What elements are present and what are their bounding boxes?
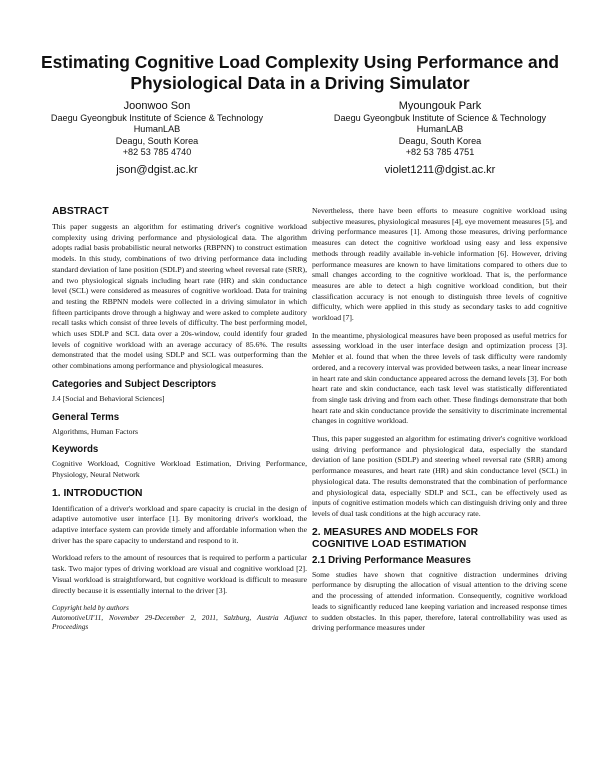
right-paragraph-1: Nevertheless, there have been efforts to measure cognitive workload using subjective measures, physiological measures [4], eye movement measures [5], and driving performance measures [1]. Among those measures, driving performance measures can detect the cognitive workload using easy and less expensive methods through readily available in-vehicle information [6]. However, driving performance measures are known to have limitations compared to others due to small changes according to the cognitive workload. That is, the performance measures are able to detect a high cognitive workload condition, but their classification accuracy is not enough to distinguish three levels of cognitive difficulty, which were applied in this study as secondary tasks to add cognitive workload [7]. <box>312 206 567 323</box>
author-name: Myoungouk Park <box>398 100 482 112</box>
author-lab: HumanLAB <box>133 124 181 135</box>
left-column <box>52 206 307 632</box>
author-affiliation: Daegu Gyeongbuk Institute of Science & Technology <box>50 113 264 123</box>
copyright-line: Copyright held by authors <box>52 603 129 613</box>
author-email[interactable]: violet1211@dgist.ac.kr <box>384 163 496 176</box>
author-location: Deagu, South Korea <box>115 135 199 146</box>
general-terms-heading: General Terms <box>52 411 120 423</box>
author-block <box>32 100 282 177</box>
author-phone: +82 53 785 4740 <box>122 147 192 158</box>
abstract-text: This paper suggests an algorithm for estimating driver's cognitive workload complexity using driving performance and physiological data. The algorithm adopts radial basis probabilistic neural networks (RBPNN) to construct estimation models. In this study, combinations of two driving performance data including standard deviation of lane position (SDLP) and steering wheel reversal rate (SRR), and two physiological signals including heart rate (HR) and skin conductance level (SCL) were considered as measures of cognitive workload. Data for training and testing the RBPNN models were collected in a driving simulator in which fifteen participants drove through a highway and were asked to complete auditory recall tasks which consist of three levels of difficulty. The best performing model, which uses SDLP and SCL data over a 20s-window, could identify four graded levels of cognitive workload with an average accuracy of 85.6%. The results demonstrated that the model using SDLP and SCL was outperforming than the other combinations among performance and physiological measures. <box>52 222 307 371</box>
author-email[interactable]: json@dgist.ac.kr <box>116 163 198 176</box>
proceedings-line: AutomotiveUI'11, November 29-December 2, 2011, Salzburg, Austria Adjunct Proceedings <box>52 612 307 632</box>
author-affiliation: Daegu Gyeongbuk Institute of Science & Technology <box>333 113 547 123</box>
author-phone: +82 53 785 4751 <box>405 147 475 158</box>
right-paragraph-2: In the meantime, physiological measures have been proposed as useful metrics for assessing workload in the user interface design and optimization process [3]. Mehler et al. found that when the three levels of task difficulty were randomly ordered, and a recovery interval was provided between tasks, a near linear increase in heart rate and skin conductance appeared across the demand levels [3]. For both heart rate and skin conductance, each task level was statistically differentiated from single task driving and from each other. These findings demonstrate that both heart rate and skin conductance provide the sensitivity to discriminate incremental changes in cognitive workload. <box>312 330 567 426</box>
abstract-heading: ABSTRACT <box>52 206 109 217</box>
section-2-1-heading: 2.1 Driving Performance Measures <box>312 554 471 566</box>
paper-title: Estimating Cognitive Load Complexity Using Performance and Physiological Data in a Driving Simulator <box>41 52 559 93</box>
intro-paragraph-2: Workload refers to the amount of resources that is required to perform a particular task. Two major types of driving workload are visual and cognitive workload [2]. Visual workload is straightforward, but cognitive workload is difficult to measure directly because it is essentially internal to the driver [3]. <box>52 553 307 595</box>
right-paragraph-4: Some studies have shown that cognitive distraction undermines driving performance by disrupting the allocation of visual attention to the driving scene and the processing of attended information. Consequently, cognitive workload leads to significantly reduced lane keeping variation and increased response times to sudden obstacles. In this paper, therefore, lateral controllability was used as driving performance measures under <box>312 569 567 633</box>
categories-heading: Categories and Subject Descriptors <box>52 378 217 390</box>
author-location: Deagu, South Korea <box>398 135 482 146</box>
introduction-heading: 1. INTRODUCTION <box>52 487 143 499</box>
section-2-heading-line-1: 2. MEASURES AND MODELS FOR <box>312 526 479 538</box>
right-paragraph-3: Thus, this paper suggested an algorithm for estimating driver's cognitive workload using driving performance and physiological data, especially the standard deviation of lane position (SDLP) and steering wheel reversal rate (SRR) among performance measures, and heart rate (HR) and skin conductance level (SCL) in physiological data. The results demonstrated that the combination of performance and physiological data, especially SDLP and SCL, can be effectively used as inputs of cognitive estimation models which can distinguish driving only and three levels of dual task conditions at the high accuracy rate. <box>312 434 567 518</box>
author-name: Joonwoo Son <box>123 100 191 112</box>
right-column <box>312 206 567 641</box>
general-terms-text: Algorithms, Human Factors <box>52 426 139 436</box>
intro-paragraph-1: Identification of a driver's workload and spare capacity is crucial in the design of adaptive automotive user interface [1]. By monitoring driver's workload, the adaptive interface system can provide timely and affordable information when the driver has the spare capacity to understand and respond to it. <box>52 503 307 545</box>
section-2-heading-line-2: COGNITIVE LOAD ESTIMATION <box>312 538 467 550</box>
author-lab: HumanLAB <box>416 124 464 135</box>
keywords-text: Cognitive Workload, Cognitive Workload Estimation, Driving Performance, Physiology, Neural Network <box>52 459 307 479</box>
author-block <box>315 100 565 177</box>
keywords-heading: Keywords <box>52 444 99 456</box>
categories-text: J.4 [Social and Behavioral Sciences] <box>52 393 165 403</box>
